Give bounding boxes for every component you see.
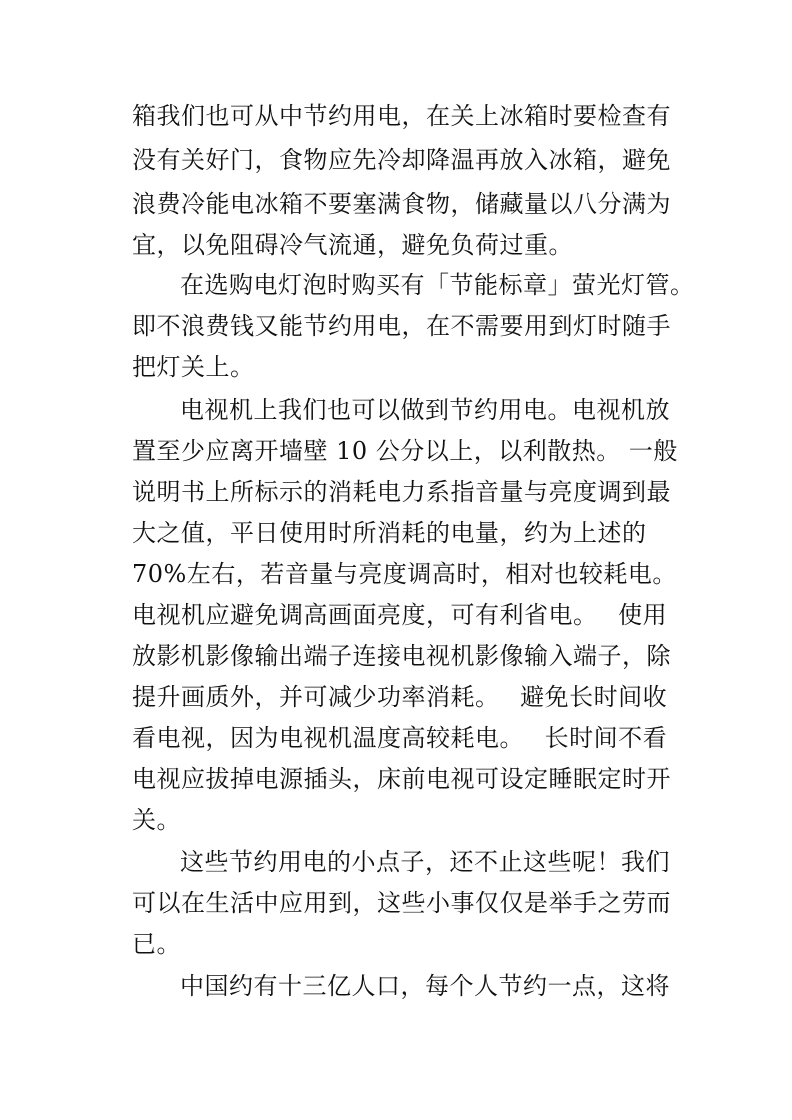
paragraph-2-line-2: 即不浪费钱又能节约用电，在不需要用到灯时随手 bbox=[132, 312, 671, 340]
paragraph-3-line-3: 说明书上所标示的消耗电力系指音量与亮度调到最 bbox=[132, 478, 671, 506]
paragraph-5-line-1: 中国约有十三亿人口，每个人节约一点，这将 bbox=[180, 972, 670, 1000]
paragraph-3-line-8: 提升画质外，并可减少功率消耗。 避免长时间收 bbox=[132, 683, 668, 711]
paragraph-3-line-2: 置至少应离开墙壁 10 公分以上，以利散热。 一般 bbox=[132, 437, 678, 465]
paragraph-2-line-1: 在选购电灯泡时购买有「节能标章」萤光灯管。 bbox=[180, 271, 695, 299]
paragraph-3-line-1: 电视机上我们也可以做到节约用电。电视机放 bbox=[180, 396, 670, 424]
paragraph-3-line-5: 70%左右，若音量与亮度调高时，相对也较耗电。 bbox=[132, 560, 677, 588]
paragraph-4-line-3: 已。 bbox=[132, 930, 181, 958]
paragraph-4-line-1: 这些节约用电的小点子，还不止这些呢！我们 bbox=[180, 848, 670, 876]
paragraph-1-line-3: 浪费冷能电冰箱不要塞满食物，储藏量以八分满为 bbox=[132, 190, 671, 218]
paragraph-1-line-2: 没有关好门，食物应先冷却降温再放入冰箱，避免 bbox=[132, 146, 671, 174]
paragraph-1-line-4: 宜，以免阻碍冷气流通，避免负荷过重。 bbox=[132, 231, 573, 259]
paragraph-2-line-3: 把灯关上。 bbox=[132, 353, 255, 381]
paragraph-3-line-11: 关。 bbox=[132, 806, 181, 834]
paragraph-4-line-2: 可以在生活中应用到，这些小事仅仅是举手之劳而 bbox=[132, 889, 671, 917]
paragraph-3-line-4: 大之值，平日使用时所消耗的电量，约为上述的 bbox=[132, 519, 647, 547]
paragraph-1-line-1: 箱我们也可从中节约用电，在关上冰箱时要检查有 bbox=[132, 102, 671, 130]
paragraph-3-line-9: 看电视，因为电视机温度高较耗电。 长时间不看 bbox=[132, 724, 668, 752]
paragraph-3-line-7: 放影机影像输出端子连接电视机影像输入端子，除 bbox=[132, 642, 671, 670]
paragraph-3-line-6: 电视机应避免调高画面亮度，可有利省电。 使用 bbox=[132, 601, 668, 629]
paragraph-3-line-10: 电视应拔掉电源插头，床前电视可设定睡眠定时开 bbox=[132, 765, 671, 793]
